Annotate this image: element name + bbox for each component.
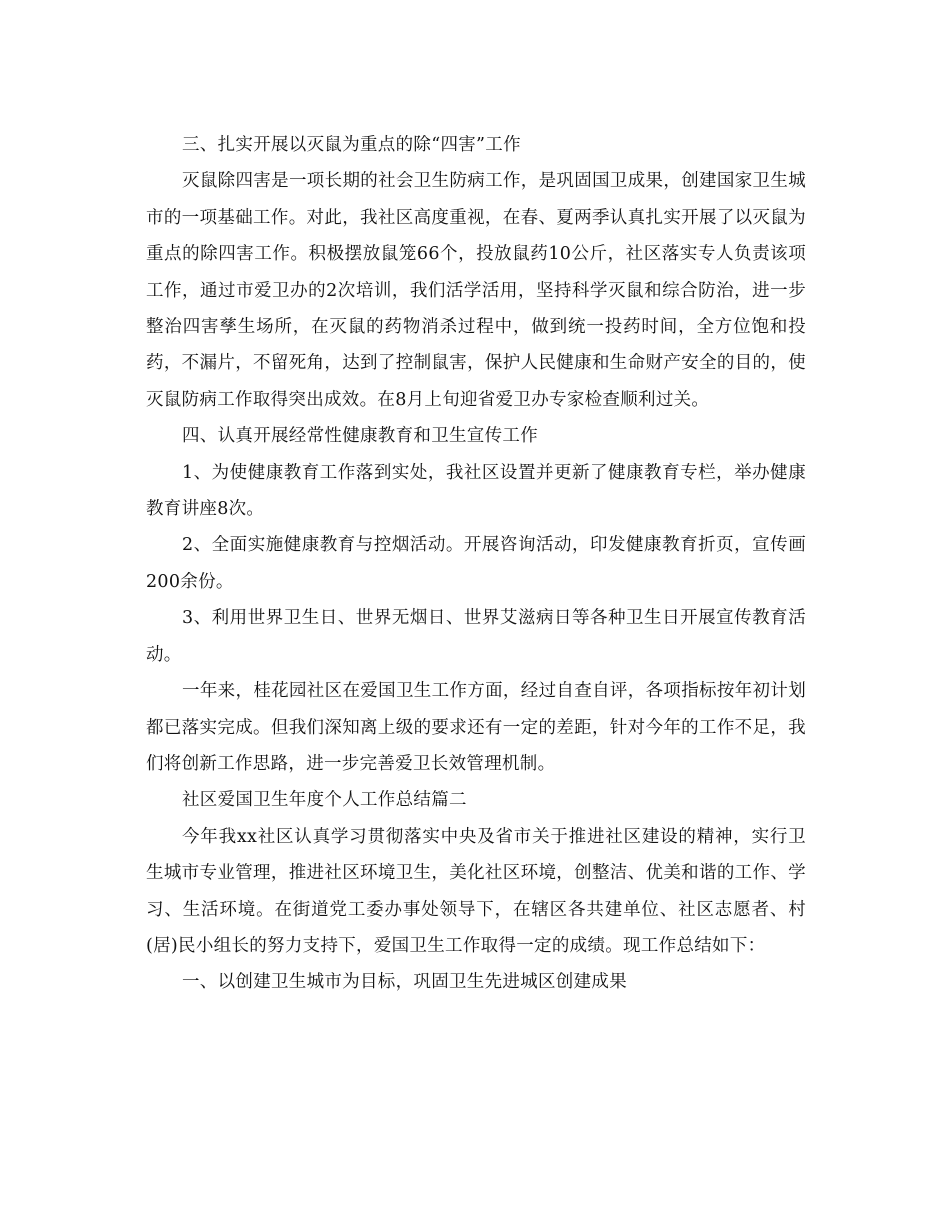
- paragraph-summary: 一年来，桂花园社区在爱国卫生工作方面，经过自查自评，各项指标按年初计划都已落实完成。但我们深知离上级的要求还有一定的差距，针对今年的工作不足，我们将创新工作思路，进一步完善爱卫长效管理机制。: [146, 681, 806, 774]
- section-heading-4: 四、认真开展经常性健康教育和卫生宣传工作: [182, 426, 538, 447]
- paragraph-intro-part-2: 今年我xx社区认真学习贯彻落实中央及省市关于推进社区建设的精神，实行卫生城市专业管理，推进社区环境卫生，美化社区环境，创整洁、优美和谐的工作、学习、生活环境。在街道党工委办事处领导下，在辖区各共建单位、社区志愿者、村(居)民小组长的努力支持下，爱国卫生工作取得一定的成绩。现工作总结如下：: [146, 826, 806, 956]
- section-heading-1: 一、以创建卫生城市为目标，巩固卫生先进城区创建成果: [182, 972, 627, 993]
- article-title-part-2: 社区爱国卫生年度个人工作总结篇二: [182, 790, 467, 811]
- paragraph-rodent-control: 灭鼠除四害是一项长期的社会卫生防病工作，是巩固国卫成果，创建国家卫生城市的一项基础工作。对此，我社区高度重视，在春、夏两季认真扎实开展了以灭鼠为重点的除四害工作。积极摆放鼠笼66个，投放鼠药10公斤，社区落实专人负责该项工作，通过市爱卫办的2次培训，我们活学活用，坚持科学灭鼠和综合防治，进一步整治四害孳生场所，在灭鼠的药物消杀过程中，做到统一投药时间，全方位饱和投药，不漏片，不留死角，达到了控制鼠害，保护人民健康和生命财产安全的目的，使灭鼠防病工作取得突出成效。在8月上旬迎省爱卫办专家检查顺利过关。: [146, 171, 806, 410]
- section-heading-3: 三、扎实开展以灭鼠为重点的除“四害”工作: [182, 135, 521, 155]
- document-body: [146, 127, 806, 1001]
- list-item-1: 1、为使健康教育工作落到实处，我社区设置并更新了健康教育专栏，举办健康教育讲座8次。: [146, 462, 806, 520]
- list-item-2: 2、全面实施健康教育与控烟活动。开展咨询活动，印发健康教育折页，宣传画200余份。: [146, 535, 806, 592]
- list-item-3: 3、利用世界卫生日、世界无烟日、世界艾滋病日等各种卫生日开展宣传教育活动。: [146, 608, 806, 665]
